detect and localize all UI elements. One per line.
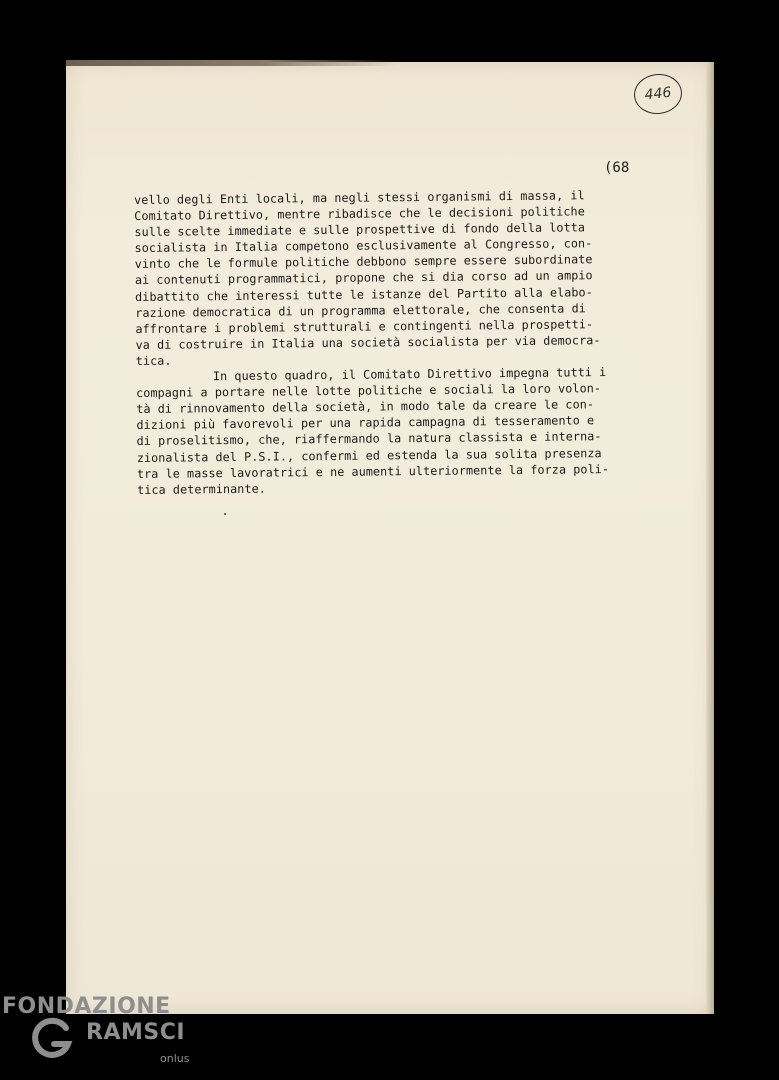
text-line: tà di rinnovamento della società, in modo tale da creare le con- — [136, 397, 595, 417]
page-number: (68 — [604, 160, 630, 176]
archive-number: 446 — [643, 84, 673, 104]
ink-speck — [224, 513, 226, 515]
paper-top-edge — [66, 60, 396, 66]
text-line: vello degli Enti locali, ma negli stessi organismi di massa, il — [134, 188, 585, 207]
text-line: compagni a portare nelle lotte politiche e sociali la loro volon- — [136, 381, 602, 401]
text-line: Comitato Direttivo, mentre ribadisce che le decisioni politiche — [134, 204, 585, 224]
watermark-line-2: RAMSCI — [86, 1020, 186, 1045]
typewritten-body — [134, 186, 697, 498]
text-line: dizioni più favorevoli per una rapida campagna di tesseramento e — [136, 413, 595, 433]
text-line: vinto che le formule politiche debbono sempre essere subordinate — [134, 252, 593, 272]
text-line: tica. — [135, 353, 172, 368]
watermark-line-3: onlus — [160, 1052, 190, 1065]
text-line: tra le masse lavoratrici e ne aumenti ulteriormente la forza poli- — [136, 461, 610, 481]
text-line: In questo quadro, il Comitato Direttivo impegna tutti i — [212, 365, 607, 384]
text-line: socialista in Italia competono esclusivamente al Congresso, con- — [134, 236, 593, 256]
text-line: ai contenuti programmatici, propone che si dia corso ad un ampio — [134, 268, 593, 288]
text-line: affrontare i problemi strutturali e contingenti nella prospetti- — [135, 316, 594, 336]
text-line: razione democratica di un programma elettorale, che consenta di — [135, 300, 586, 320]
watermark-line-1: FONDAZIONE — [2, 994, 171, 1019]
text-line: dibattito che interessi tutte le istanze del Partito alla elabo- — [135, 284, 593, 304]
paper-right-edge — [706, 62, 714, 1014]
text-line: tica determinante. — [137, 481, 266, 497]
text-line: sulle scelte immediate e sulle prospettive di fondo della lotta — [134, 220, 586, 240]
fondazione-gramsci-watermark — [2, 994, 202, 1078]
text-line: di proselitismo, che, riaffermando la natura classista e interna- — [136, 429, 602, 449]
text-line: zionalista del P.S.I., confermi ed estenda la sua solita presenza — [136, 445, 602, 465]
gramsci-g-logo-icon — [30, 1016, 74, 1060]
text-line: va di costruire in Italia una società socialista per via democra- — [135, 332, 601, 352]
